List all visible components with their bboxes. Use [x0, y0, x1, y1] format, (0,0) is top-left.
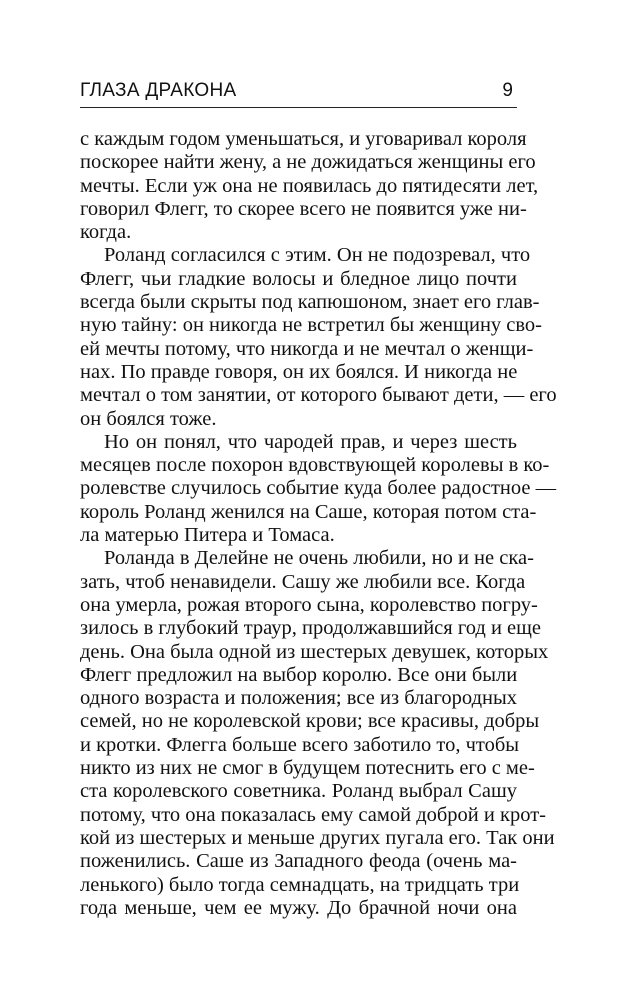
- page-number: 9: [502, 80, 513, 101]
- text-line: кой из шестерых и меньше других пугала его. Так они: [80, 826, 555, 849]
- text-line: Но он понял, что чародей прав, и через шесть: [104, 430, 517, 453]
- text-line: зать, чтоб ненавидели. Сашу же любили все. Когда: [80, 570, 526, 593]
- text-line: Роланд согласился с этим. Он не подозревал, что: [104, 244, 531, 267]
- running-title: ГЛАЗА ДРАКОНА: [80, 80, 237, 101]
- text-line: она умерла, рожая второго сына, королевство погру-: [80, 593, 538, 616]
- text-line: нах. По правде говоря, он их боялся. И никогда не: [80, 360, 518, 383]
- text-line: Флегг, чьи гладкие волосы и бледное лицо почти: [80, 267, 517, 290]
- text-line: мечтал о том занятии, от которого бывают дети, — его: [80, 384, 557, 407]
- text-line: говорил Флегг, то скорее всего не появится уже ни-: [80, 197, 527, 220]
- text-line: семей, но не королевской крови; все красивы, добры: [80, 710, 540, 733]
- text-line: ную тайну: он никогда не встретил бы женщину сво-: [80, 314, 543, 337]
- text-line: ста королевского советника. Роланд выбрал Сашу: [80, 780, 517, 803]
- text-line: он боялся тоже.: [80, 407, 217, 430]
- text-line: Роланда в Делейне не очень любили, но и не ска-: [104, 547, 534, 570]
- text-line: всегда были скрыты под капюшоном, знает его глав-: [80, 291, 540, 314]
- text-line: и кротки. Флегга больше всего заботило то, чтобы: [80, 733, 520, 756]
- text-line: Флегг предложил на выбор королю. Все они были: [80, 663, 518, 686]
- text-line: месяцев после похорон вдовствующей королевы в ко-: [80, 454, 550, 477]
- text-line: когда.: [80, 221, 132, 244]
- text-line: поженились. Саше из Западного феода (очень ма-: [80, 850, 517, 873]
- text-line: ролевстве случилось событие куда более радостное —: [80, 477, 557, 500]
- text-line: ленького) было тогда семнадцать, на тридцать три: [80, 873, 520, 896]
- text-line: с каждым годом уменьшаться, и уговаривал короля: [80, 128, 527, 150]
- text-line: день. Она была одной из шестерых девушек, которых: [80, 640, 549, 663]
- text-line: никто из них не смог в будущем потеснить его с ме-: [80, 757, 535, 780]
- text-line: одного возраста и положения; все из благородных: [80, 687, 517, 710]
- header-rule: [80, 107, 517, 108]
- text-line: ей мечты потому, что никогда и не мечтал о женщи-: [80, 337, 534, 360]
- text-line: зилось в глубокий траур, продолжавшийся год и еще: [80, 617, 542, 640]
- text-line: мечты. Если уж она не появилась до пятидесяти лет,: [80, 174, 539, 197]
- text-line: года меньше, чем ее мужу. До брачной ночи она: [80, 896, 517, 919]
- text-line: король Роланд женился на Саше, которая потом ста-: [80, 500, 537, 523]
- body-text: [80, 128, 557, 920]
- page-header: [80, 80, 515, 106]
- text-line: ла матерью Питера и Томаса.: [80, 524, 335, 547]
- text-line: поскорее найти жену, а не дожидаться женщины его: [80, 151, 536, 174]
- text-line: потому, что она показалась ему самой доброй и крот-: [80, 803, 546, 826]
